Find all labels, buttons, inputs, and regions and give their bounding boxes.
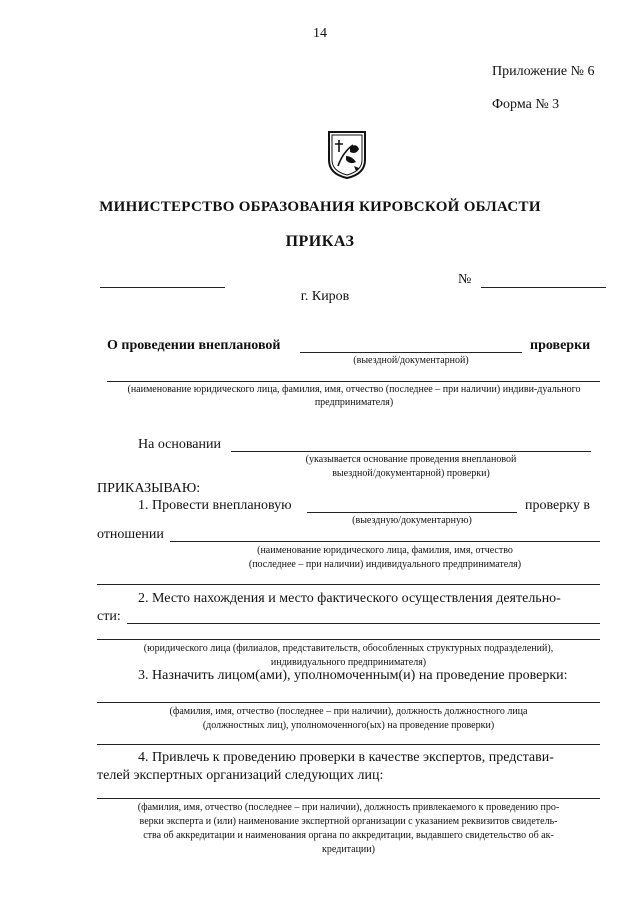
- entity-hint: (наименование юридического лица, фамилия, имя, отчество (последнее – при наличии) индиви-дуального предпринимателя): [127, 384, 581, 408]
- item2-text-1: 2. Место нахождения и место фактического осуществления деятельно-: [138, 591, 561, 606]
- item3-hint-1: (фамилия, имя, отчество (последнее – при наличии), должность должностного лица: [169, 706, 528, 717]
- item1-hint: (выездную/документарную): [352, 515, 472, 526]
- basis-hint-1: (указывается основание проведения внеплановой: [305, 454, 517, 465]
- item3-line[interactable]: [97, 702, 600, 703]
- city-label: г. Киров: [300, 289, 350, 304]
- date-line[interactable]: [100, 287, 225, 288]
- item3-hint-2: (должностных лиц), уполномоченного(ых) на проведение проверки): [202, 720, 495, 731]
- order-number-line[interactable]: [481, 287, 606, 288]
- basis-label: На основании: [138, 437, 221, 452]
- item1-extra-line[interactable]: [97, 584, 600, 585]
- item2-text-2: сти:: [97, 609, 121, 624]
- basis-hint-2: выездной/документарной) проверки): [332, 468, 490, 479]
- appendix-label: Приложение № 6: [492, 64, 595, 79]
- item2-hint-2: индивидуального предпринимателя): [270, 657, 427, 668]
- heading-left: О проведении внеплановой: [107, 338, 281, 353]
- item4-text-2: телей экспертных организаций следующих лиц:: [97, 768, 384, 783]
- item2-line-1[interactable]: [127, 623, 600, 624]
- page-number: 14: [313, 26, 327, 41]
- form-label: Форма № 3: [492, 97, 560, 112]
- item2-hint-1: (юридического лица (филиалов, представительств, обособленных структурных подразделений),: [143, 643, 554, 654]
- heading-type-line[interactable]: [300, 352, 522, 353]
- coat-of-arms-icon: [326, 130, 368, 185]
- basis-line[interactable]: [231, 451, 591, 452]
- document-type: ПРИКАЗ: [285, 233, 355, 250]
- item4-line[interactable]: [97, 798, 600, 799]
- item1-right: проверку в: [525, 498, 590, 513]
- ministry-title: МИНИСТЕРСТВО ОБРАЗОВАНИЯ КИРОВСКОЙ ОБЛАСТИ: [99, 199, 541, 215]
- item4-hint-1: (фамилия, имя, отчество (последнее – при наличии), должность привлекаемого к проведению про-: [137, 802, 560, 813]
- item1-relation-line[interactable]: [170, 541, 600, 542]
- item1-text: 1. Провести внеплановую: [138, 498, 292, 513]
- item3-extra-line[interactable]: [97, 744, 600, 745]
- heading-right: проверки: [530, 338, 591, 353]
- item3-text: 3. Назначить лицом(ами), уполномоченным(и) на проведение проверки:: [138, 668, 568, 683]
- item4-hint-2: верки эксперта и (или) наименование экспертной организации с указанием реквизитов свидетель-: [139, 816, 558, 827]
- item1-rel-hint-2: (последнее – при наличии) индивидуального предпринимателя): [248, 559, 522, 570]
- item2-line-2[interactable]: [97, 639, 600, 640]
- heading-hint: (выездной/документарной): [353, 355, 469, 366]
- item4-hint-4: кредитации): [322, 844, 375, 855]
- item1-type-line[interactable]: [307, 512, 517, 513]
- item4-text-1: 4. Привлечь к проведению проверки в качестве экспертов, представи-: [138, 750, 554, 765]
- entity-line[interactable]: [107, 381, 600, 382]
- item4-hint-3: ства об аккредитации и наименования органа по аккредитации, выдавшего свидетельство об ак-: [143, 830, 554, 841]
- number-sign: №: [458, 272, 472, 287]
- item1-rel-hint-1: (наименование юридического лица, фамилия, имя, отчество: [257, 545, 513, 556]
- order-word: ПРИКАЗЫВАЮ:: [97, 481, 201, 496]
- item1-relation: отношении: [97, 527, 164, 542]
